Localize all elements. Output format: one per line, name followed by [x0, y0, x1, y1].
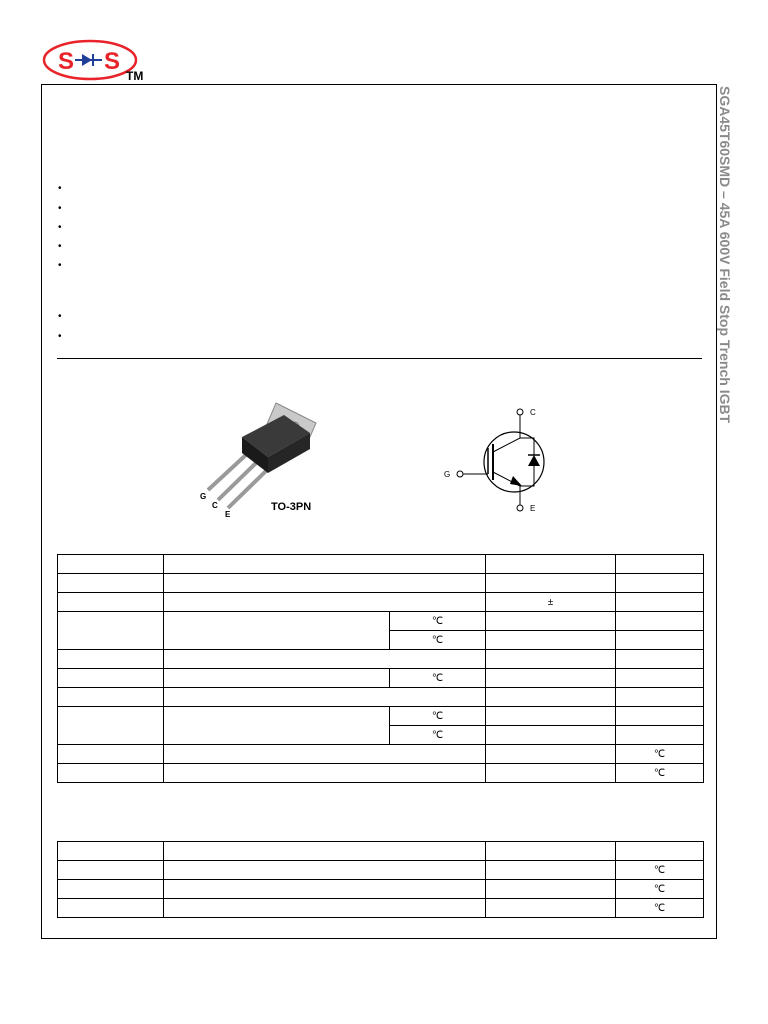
table-cell	[486, 574, 616, 593]
celsius-cell: ℃	[616, 861, 704, 880]
svg-text:S: S	[58, 48, 75, 75]
table-cell	[486, 669, 616, 688]
table-row	[58, 593, 704, 612]
table-cell	[164, 669, 390, 688]
table-cell	[58, 899, 164, 918]
feature-bullet: •	[58, 203, 62, 214]
table-cell	[486, 650, 616, 669]
table-cell	[486, 745, 616, 764]
table-cell	[616, 688, 704, 707]
table-cell	[616, 669, 704, 688]
table-cell	[616, 555, 704, 574]
table-cell	[486, 612, 616, 631]
table-cell	[164, 555, 486, 574]
content-frame	[41, 84, 717, 939]
table-row	[58, 612, 704, 631]
table-cell	[58, 745, 164, 764]
celsius-cell: ℃	[390, 669, 486, 688]
table-row	[58, 555, 704, 574]
table-cell	[164, 745, 486, 764]
symbol-gate-label: G	[444, 470, 451, 479]
plusminus-cell: ±	[486, 593, 616, 612]
table-cell	[164, 650, 486, 669]
celsius-cell: ℃	[616, 764, 704, 783]
table-cell	[164, 842, 486, 861]
celsius-cell: ℃	[390, 726, 486, 745]
table-cell	[58, 861, 164, 880]
table-cell	[58, 555, 164, 574]
table-cell	[164, 612, 390, 650]
table-cell	[58, 650, 164, 669]
package-label: TO-3PN	[271, 501, 312, 513]
table-cell	[164, 764, 486, 783]
table-cell	[164, 593, 486, 612]
feature-bullet: •	[58, 260, 62, 271]
table-cell	[58, 612, 164, 650]
table-row	[58, 574, 704, 593]
table-row	[58, 745, 704, 764]
company-logo	[42, 38, 162, 86]
application-bullet: •	[58, 311, 62, 322]
table-cell	[486, 880, 616, 899]
table-cell	[486, 861, 616, 880]
table-row	[58, 880, 704, 899]
table-cell	[58, 593, 164, 612]
symbol-collector-label: C	[530, 408, 536, 417]
feature-bullet: •	[58, 183, 62, 194]
table-row	[58, 764, 704, 783]
table-cell	[616, 707, 704, 726]
application-bullet: •	[58, 331, 62, 342]
thermal-table	[57, 841, 704, 918]
max-ratings-table	[57, 554, 704, 783]
pin-label-c: C	[212, 501, 218, 510]
table-cell	[616, 650, 704, 669]
table-cell	[164, 880, 486, 899]
feature-bullet: •	[58, 222, 62, 233]
table-cell	[486, 688, 616, 707]
table-cell	[58, 688, 164, 707]
table-cell	[58, 842, 164, 861]
table-cell	[164, 707, 390, 745]
table-cell	[486, 631, 616, 650]
table-row	[58, 688, 704, 707]
table-cell	[58, 574, 164, 593]
table-cell	[616, 631, 704, 650]
table-row	[58, 842, 704, 861]
table-cell	[616, 593, 704, 612]
table-cell	[58, 669, 164, 688]
pin-label-g: G	[200, 492, 207, 501]
table-cell	[486, 842, 616, 861]
celsius-cell: ℃	[390, 707, 486, 726]
side-title	[708, 82, 748, 442]
table-cell	[58, 880, 164, 899]
table-row	[58, 707, 704, 726]
celsius-cell: ℃	[616, 880, 704, 899]
table-cell	[58, 764, 164, 783]
table-cell	[486, 555, 616, 574]
symbol-emitter-label: E	[530, 504, 536, 513]
table-cell	[616, 574, 704, 593]
section-divider	[57, 358, 702, 359]
table-cell	[486, 707, 616, 726]
table-cell	[486, 899, 616, 918]
table-row	[58, 861, 704, 880]
trademark-label: TM	[126, 69, 144, 83]
celsius-cell: ℃	[616, 745, 704, 764]
table-cell	[486, 764, 616, 783]
celsius-cell: ℃	[616, 899, 704, 918]
table-row	[58, 899, 704, 918]
table-row	[58, 650, 704, 669]
celsius-cell: ℃	[390, 631, 486, 650]
table-cell	[164, 574, 486, 593]
feature-bullet: •	[58, 241, 62, 252]
table-cell	[164, 861, 486, 880]
table-cell	[616, 726, 704, 745]
pin-label-e: E	[225, 510, 231, 519]
table-cell	[58, 707, 164, 745]
igbt-symbol	[436, 404, 556, 516]
table-cell	[486, 726, 616, 745]
table-cell	[164, 899, 486, 918]
svg-text:S: S	[104, 48, 121, 75]
table-cell	[616, 842, 704, 861]
table-cell	[164, 688, 486, 707]
celsius-cell: ℃	[390, 612, 486, 631]
table-row	[58, 669, 704, 688]
side-title-text: SGA45T60SMD – 45A 600V Field Stop Trench IGBT	[717, 86, 733, 424]
table-cell	[616, 612, 704, 631]
